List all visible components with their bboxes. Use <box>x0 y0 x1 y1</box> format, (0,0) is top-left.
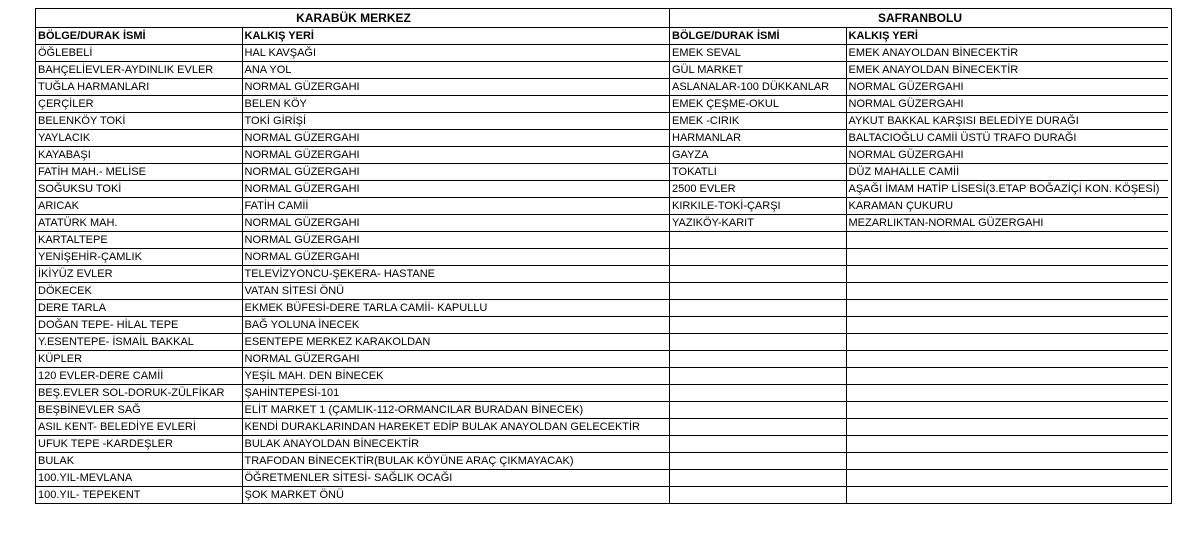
departure-point-cell: FATİH CAMİİ <box>242 198 669 215</box>
departure-point-cell: BALTACIOĞLU CAMİİ ÜSTÜ TRAFO DURAĞI <box>846 130 1168 147</box>
departure-point-cell: NORMAL GÜZERGAHI <box>242 164 669 181</box>
departure-point-cell: NORMAL GÜZERGAHI <box>242 249 669 266</box>
stop-name-cell: ATATÜRK MAH. <box>36 215 242 232</box>
stop-name-cell: GAYZA <box>670 147 846 164</box>
departure-point-cell: ÖĞRETMENLER SİTESİ- SAĞLIK OCAĞI <box>242 470 669 487</box>
departure-point-cell: AYKUT BAKKAL KARŞISI BELEDİYE DURAĞI <box>846 113 1168 130</box>
stop-name-cell <box>670 402 846 419</box>
stop-name-cell: EMEK -CIRIK <box>670 113 846 130</box>
schedule-sheet <box>35 8 1172 504</box>
stop-name-cell: BEŞBİNEVLER SAĞ <box>36 402 242 419</box>
table-row <box>36 453 669 470</box>
table-row <box>36 470 669 487</box>
safranbolu-block <box>670 9 1168 503</box>
table-row <box>36 45 669 62</box>
departure-point-cell: ELİT MARKET 1 (ÇAMLIK-112-ORMANCILAR BURADAN BİNECEK) <box>242 402 669 419</box>
departure-point-cell: NORMAL GÜZERGAHI <box>242 232 669 249</box>
table-row <box>670 334 1168 351</box>
table-row <box>670 113 1168 130</box>
table-row <box>670 470 1168 487</box>
departure-point-cell: ŞAHİNTEPESİ-101 <box>242 385 669 402</box>
table-row <box>670 62 1168 79</box>
departure-point-cell: NORMAL GÜZERGAHI <box>846 96 1168 113</box>
stop-name-cell <box>670 385 846 402</box>
departure-point-cell <box>846 334 1168 351</box>
departure-point-cell <box>846 351 1168 368</box>
departure-point-cell <box>846 385 1168 402</box>
stop-name-cell: ÖĞLEBELİ <box>36 45 242 62</box>
table-row <box>670 402 1168 419</box>
departure-point-cell: KARAMAN ÇUKURU <box>846 198 1168 215</box>
table-row <box>36 402 669 419</box>
departure-point-cell: ESENTEPE MERKEZ KARAKOLDAN <box>242 334 669 351</box>
stop-name-cell <box>670 453 846 470</box>
departure-point-cell <box>846 249 1168 266</box>
karabuk-merkez-block <box>36 9 670 503</box>
departure-point-cell: HAL KAVŞAĞI <box>242 45 669 62</box>
table-row <box>36 300 669 317</box>
table-row <box>36 317 669 334</box>
table-row <box>36 215 669 232</box>
stop-name-cell: KÜPLER <box>36 351 242 368</box>
departure-point-cell: NORMAL GÜZERGAHI <box>242 181 669 198</box>
departure-point-cell: NORMAL GÜZERGAHI <box>242 79 669 96</box>
table-row <box>36 62 669 79</box>
departure-point-cell: MEZARLIKTAN-NORMAL GÜZERGAHI <box>846 215 1168 232</box>
table-row <box>36 181 669 198</box>
stop-name-cell: UFUK TEPE -KARDEŞLER <box>36 436 242 453</box>
departure-point-cell <box>846 232 1168 249</box>
table-row <box>36 334 669 351</box>
departure-point-cell: KENDİ DURAKLARINDAN HAREKET EDİP BULAK ANAYOLDAN GELECEKTİR <box>242 419 669 436</box>
stop-name-cell: FATİH MAH.- MELİSE <box>36 164 242 181</box>
departure-point-cell <box>846 436 1168 453</box>
departure-point-cell: EMEK ANAYOLDAN BİNECEKTİR <box>846 45 1168 62</box>
table-row <box>36 436 669 453</box>
departure-point-cell: DÜZ MAHALLE CAMİİ <box>846 164 1168 181</box>
stop-name-cell <box>670 470 846 487</box>
departure-point-cell: BULAK ANAYOLDAN BİNECEKTİR <box>242 436 669 453</box>
table-row <box>36 266 669 283</box>
stop-name-cell: KARTALTEPE <box>36 232 242 249</box>
departure-point-cell: EKMEK BÜFESİ-DERE TARLA CAMİİ- KAPULLU <box>242 300 669 317</box>
column-header-stop-name: BÖLGE/DURAK İSMİ <box>36 28 242 45</box>
stop-name-cell: Y.ESENTEPE- İSMAİL BAKKAL <box>36 334 242 351</box>
stop-name-cell: 2500 EVLER <box>670 181 846 198</box>
table-row <box>670 198 1168 215</box>
table-row <box>670 419 1168 436</box>
stop-name-cell: ÇERÇİLER <box>36 96 242 113</box>
departure-point-cell: BAĞ YOLUNA İNECEK <box>242 317 669 334</box>
stop-name-cell: DERE TARLA <box>36 300 242 317</box>
table-row <box>670 317 1168 334</box>
table-row <box>36 147 669 164</box>
stop-name-cell <box>670 487 846 504</box>
stop-name-cell: BELENKÖY TOKİ <box>36 113 242 130</box>
table-row <box>36 368 669 385</box>
departure-point-cell: BELEN KÖY <box>242 96 669 113</box>
stop-name-cell: DÖKECEK <box>36 283 242 300</box>
stop-name-cell: İKİYÜZ EVLER <box>36 266 242 283</box>
stop-name-cell: DOĞAN TEPE- HİLAL TEPE <box>36 317 242 334</box>
stop-name-cell: 100.YIL-MEVLANA <box>36 470 242 487</box>
table-row <box>36 487 669 504</box>
stop-name-cell <box>670 232 846 249</box>
table-row <box>670 96 1168 113</box>
table-row <box>670 453 1168 470</box>
stop-name-cell: TOKATLI <box>670 164 846 181</box>
table-row <box>670 147 1168 164</box>
departure-point-cell: NORMAL GÜZERGAHI <box>242 351 669 368</box>
table-row <box>670 45 1168 62</box>
table-row <box>670 300 1168 317</box>
stop-name-cell: GÜL MARKET <box>670 62 846 79</box>
stop-name-cell: ARICAK <box>36 198 242 215</box>
stop-name-cell: BAHÇELİEVLER-AYDINLIK EVLER <box>36 62 242 79</box>
column-header-departure-point: KALKIŞ YERİ <box>242 28 669 45</box>
departure-point-cell: YEŞİL MAH. DEN BİNECEK <box>242 368 669 385</box>
stop-name-cell: ASLANALAR-100 DÜKKANLAR <box>670 79 846 96</box>
stop-name-cell <box>670 283 846 300</box>
departure-point-cell: ŞOK MARKET ÖNÜ <box>244 489 344 501</box>
departure-point-cell <box>846 368 1168 385</box>
table-row <box>670 436 1168 453</box>
stop-name-cell <box>670 436 846 453</box>
table-row <box>670 130 1168 147</box>
table-row <box>36 232 669 249</box>
table-row <box>36 164 669 181</box>
departure-point-cell <box>846 419 1168 436</box>
departure-point-cell: TELEVİZYONCU-ŞEKERA- HASTANE <box>242 266 669 283</box>
stop-name-cell: 100.YIL- TEPEKENT <box>36 487 242 504</box>
table-row <box>670 368 1168 385</box>
table-row <box>670 249 1168 266</box>
stop-name-cell <box>670 368 846 385</box>
departure-point-cell <box>846 266 1168 283</box>
departure-point-cell: NORMAL GÜZERGAHI <box>846 147 1168 164</box>
departure-point-cell: AŞAĞI İMAM HATİP LİSESİ(3.ETAP BOĞAZİÇİ KON. KÖŞESİ) <box>846 181 1168 198</box>
table-row <box>36 96 669 113</box>
stop-name-cell <box>670 334 846 351</box>
stop-name-cell <box>670 351 846 368</box>
table-row <box>36 130 669 147</box>
departure-point-cell <box>846 283 1168 300</box>
stop-name-cell: TUĞLA HARMANLARI <box>36 79 242 96</box>
departure-point-cell <box>846 300 1168 317</box>
stop-name-cell <box>670 249 846 266</box>
departure-point-cell: VATAN SİTESİ ÖNÜ <box>242 283 669 300</box>
stop-name-cell <box>670 266 846 283</box>
stop-name-cell <box>670 317 846 334</box>
stop-name-cell <box>670 300 846 317</box>
table-row <box>670 283 1168 300</box>
table-row <box>36 283 669 300</box>
stop-name-cell: SOĞUKSU TOKİ <box>36 181 242 198</box>
column-header-stop-name: BÖLGE/DURAK İSMİ <box>670 28 846 45</box>
stop-name-cell: EMEK SEVAL <box>670 45 846 62</box>
table-row <box>670 385 1168 402</box>
departure-point-cell: TOKİ GİRİŞİ <box>242 113 669 130</box>
departure-point-cell: ANA YOL <box>242 62 669 79</box>
stop-name-cell: HARMANLAR <box>670 130 846 147</box>
table-row <box>670 79 1168 96</box>
table-row <box>36 351 669 368</box>
departure-point-cell <box>846 453 1168 470</box>
departure-point-cell <box>846 470 1168 487</box>
table-row <box>36 249 669 266</box>
departure-point-cell: TRAFODAN BİNECEKTİR(BULAK KÖYÜNE ARAÇ ÇIKMAYACAK) <box>242 453 669 470</box>
table-row <box>36 385 669 402</box>
table-row <box>670 351 1168 368</box>
stop-name-cell: KIRKILE-TOKİ-ÇARŞI <box>670 198 846 215</box>
table-row <box>36 113 669 130</box>
departure-point-cell: EMEK ANAYOLDAN BİNECEKTİR <box>846 62 1168 79</box>
table-row <box>670 181 1168 198</box>
table-row <box>670 266 1168 283</box>
table-row <box>670 164 1168 181</box>
table-row <box>670 487 1168 504</box>
stop-name-cell: YAZIKÖY-KARIT <box>670 215 846 232</box>
karabuk-merkez-title: KARABÜK MERKEZ <box>36 9 669 28</box>
departure-point-cell: NORMAL GÜZERGAHI <box>242 147 669 164</box>
stop-name-cell: BULAK <box>36 453 242 470</box>
safranbolu-table <box>670 9 1168 503</box>
stop-name-cell: KAYABAŞI <box>36 147 242 164</box>
stop-name-cell: YAYLACIK <box>36 130 242 147</box>
departure-point-cell <box>846 317 1168 334</box>
table-row <box>670 215 1168 232</box>
table-row <box>36 419 669 436</box>
table-row <box>36 198 669 215</box>
karabuk-merkez-table <box>36 9 669 503</box>
departure-point-cell <box>846 487 1168 504</box>
departure-point-cell: NORMAL GÜZERGAHI <box>846 79 1168 96</box>
column-header-departure-point: KALKIŞ YERİ <box>846 28 1168 45</box>
stop-name-cell: YENİŞEHİR-ÇAMLIK <box>36 249 242 266</box>
stop-name-cell: ASIL KENT- BELEDİYE EVLERİ <box>36 419 242 436</box>
table-row <box>36 79 669 96</box>
stop-name-cell: BEŞ.EVLER SOL-DORUK-ZÜLFİKAR <box>36 385 242 402</box>
stop-name-cell <box>670 419 846 436</box>
departure-point-cell: NORMAL GÜZERGAHI <box>242 130 669 147</box>
stop-name-cell: EMEK ÇEŞME-OKUL <box>670 96 846 113</box>
departure-point-cell <box>846 402 1168 419</box>
safranbolu-title: SAFRANBOLU <box>670 9 1168 28</box>
stop-name-cell: 120 EVLER-DERE CAMİİ <box>36 368 242 385</box>
table-row <box>670 232 1168 249</box>
departure-point-cell: NORMAL GÜZERGAHI <box>242 215 669 232</box>
